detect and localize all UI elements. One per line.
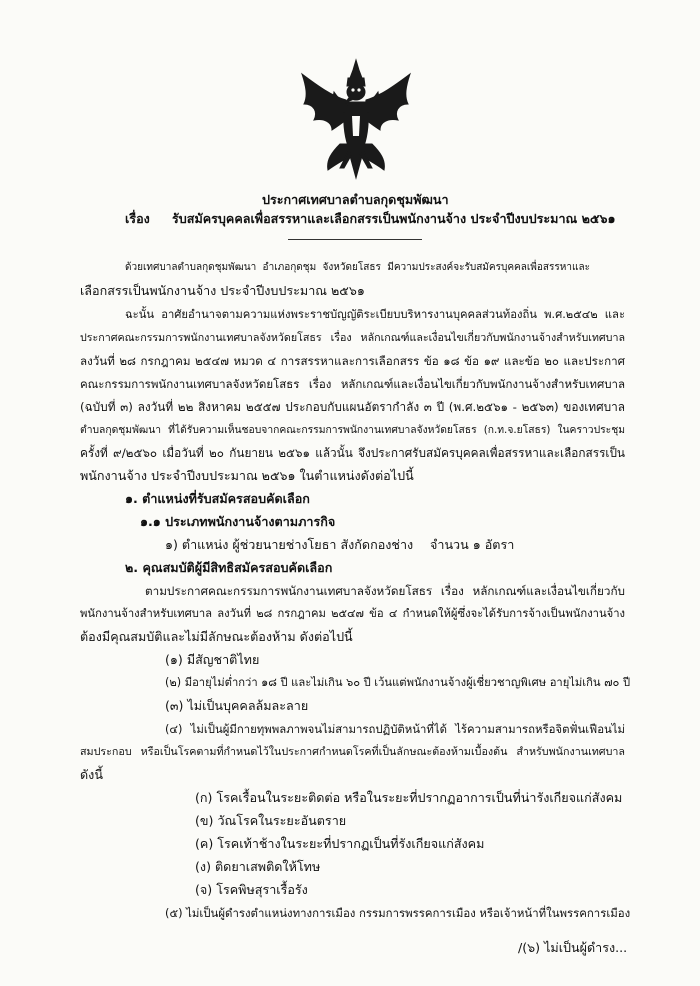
qualification-para-line-2: พนักงานจ้างสำหรับเทศบาล ลงวันที่ ๒๘ กรกฎาคม ๒๕๔๗ ข้อ ๔ กำหนดให้ผู้ซึ่งจะได้รับการจ้างเป็นพนักงานจ้าง <box>80 607 625 620</box>
announcement-title: ประกาศเทศบาลตำบลกุดชุมพัฒนา <box>262 192 449 207</box>
intro-line-1: ด้วยเทศบาลตำบลกุดชุมพัฒนา อำเภอกุดชุม จังหวัดยโสธร มีความประสงค์จะรับสมัครบุคคลเพื่อสรรหาและ <box>125 262 590 273</box>
qualification-1: (๑) มีสัญชาติไทย <box>165 652 260 667</box>
disease-item: (ค) โรคเท้าช้างในระยะที่ปรากฏเป็นที่รังเกียจแก่สังคม <box>195 836 485 851</box>
garuda-emblem-icon <box>292 56 420 184</box>
position-count: จำนวน ๑ อัตรา <box>430 537 515 552</box>
disease-item: (ง) ติดยาเสพติดให้โทษ <box>195 859 321 874</box>
qualification-para-line-3: ต้องมีคุณสมบัติและไม่มีลักษณะต้องห้าม ดังต่อไปนี้ <box>80 629 353 644</box>
qualification-2: (๒) มีอายุไม่ต่ำกว่า ๑๘ ปี และไม่เกิน ๖๐ ปี เว้นแต่พนักงานจ้างผู้เชี่ยวชาญพิเศษ อายุไม่เกิน ๗๐ ปี <box>165 676 631 689</box>
continuation-note: /(๖) ไม่เป็นผู้ดำรง... <box>518 940 628 955</box>
position-item: ๑) ตำแหน่ง ผู้ช่วยนายช่างโยธา สังกัดกองช่าง <box>165 537 414 552</box>
authority-line-1: ฉะนั้น อาศัยอำนาจตามความแห่งพระราชบัญญัติระเบียบบริหารงานบุคคลส่วนท้องถิ่น พ.ศ.๒๕๔๒ และ <box>125 308 625 321</box>
qualification-3: (๓) ไม่เป็นบุคคลล้มละลาย <box>165 698 309 713</box>
section1-subheading: ๑.๑ ประเภทพนักงานจ้างตามภารกิจ <box>140 514 336 529</box>
subject-text: รับสมัครบุคคลเพื่อสรรหาและเลือกสรรเป็นพนักงานจ้าง ประจำปีงบประมาณ ๒๕๖๑ <box>172 211 616 226</box>
title-divider <box>288 239 422 240</box>
authority-line-8: พนักงานจ้าง ประจำปีงบประมาณ ๒๕๖๑ ในตำแหน่งดังต่อไปนี้ <box>80 468 414 483</box>
intro-line-2: เลือกสรรเป็นพนักงานจ้าง ประจำปีงบประมาณ ๒๕๖๑ <box>80 283 365 298</box>
authority-line-7: ครั้งที่ ๙/๒๕๖๐ เมื่อวันที่ ๒๐ กันยายน ๒๕๖๑ แล้วนั้น จึงประกาศรับสมัครบุคคลเพื่อสรรหาและเลือกสรรเป็น <box>80 446 625 460</box>
authority-line-5: (ฉบับที่ ๓) ลงวันที่ ๒๒ สิงหาคม ๒๕๕๗ ประกอบกับแผนอัตรากำลัง ๓ ปี (พ.ศ.๒๕๖๑ - ๒๕๖๓) ของเทศบาล <box>80 400 625 414</box>
authority-line-2: ประกาศคณะกรรมการพนักงานเทศบาลจังหวัดยโสธร เรื่อง หลักเกณฑ์และเงื่อนไขเกี่ยวกับพนักงานจ้างสำหรับเทศบาล <box>80 331 625 344</box>
section2-heading: ๒. คุณสมบัติผู้มีสิทธิสมัครสอบคัดเลือก <box>125 560 333 575</box>
qualification-4-line-3: ดังนี้ <box>80 767 103 782</box>
authority-line-4: คณะกรรมการพนักงานเทศบาลจังหวัดยโสธร เรื่อง หลักเกณฑ์และเงื่อนไขเกี่ยวกับพนักงานจ้างสำหรับเทศบาล <box>80 377 625 391</box>
qualification-4-line-2: สมประกอบ หรือเป็นโรคตามที่กำหนดไว้ในประกาศกำหนดโรคที่เป็นลักษณะต้องห้ามเบื้องต้น สำหรับพนักงานเทศบาล <box>80 745 625 758</box>
qualification-para-line-1: ตามประกาศคณะกรรมการพนักงานเทศบาลจังหวัดยโสธร เรื่อง หลักเกณฑ์และเงื่อนไขเกี่ยวกับ <box>145 584 625 598</box>
qualification-5: (๕) ไม่เป็นผู้ดำรงตำแหน่งทางการเมือง กรรมการพรรคการเมือง หรือเจ้าหน้าที่ในพรรคการเมือง <box>165 906 631 920</box>
authority-line-6: ตำบลกุดชุมพัฒนา ที่ได้รับความเห็นชอบจากคณะกรรมการพนักงานเทศบาลจังหวัดยโสธร (ก.ท.จ.ยโสธร) ในคราวประชุม <box>80 424 625 436</box>
authority-line-3: ลงวันที่ ๒๘ กรกฎาคม ๒๕๔๗ หมวด ๔ การสรรหาและการเลือกสรร ข้อ ๑๘ ข้อ ๑๙ และข้อ ๒๐ และประกาศ <box>80 354 625 368</box>
disease-item: (ก) โรคเรื้อนในระยะติดต่อ หรือในระยะที่ปรากฏอาการเป็นที่น่ารังเกียจแก่สังคม <box>195 790 623 805</box>
subject-label: เรื่อง <box>125 211 150 226</box>
section1-heading: ๑. ตำแหน่งที่รับสมัครสอบคัดเลือก <box>125 491 310 506</box>
disease-item: (จ) โรคพิษสุราเรื้อรัง <box>195 882 308 897</box>
disease-item: (ข) วัณโรคในระยะอันตราย <box>195 813 347 828</box>
qualification-4-line-1: (๔) ไม่เป็นผู้มีกายทุพพลภาพจนไม่สามารถปฏิบัติหน้าที่ได้ ไร้ความสามารถหรือจิตฟั่นเฟือนไม่ <box>165 722 625 736</box>
